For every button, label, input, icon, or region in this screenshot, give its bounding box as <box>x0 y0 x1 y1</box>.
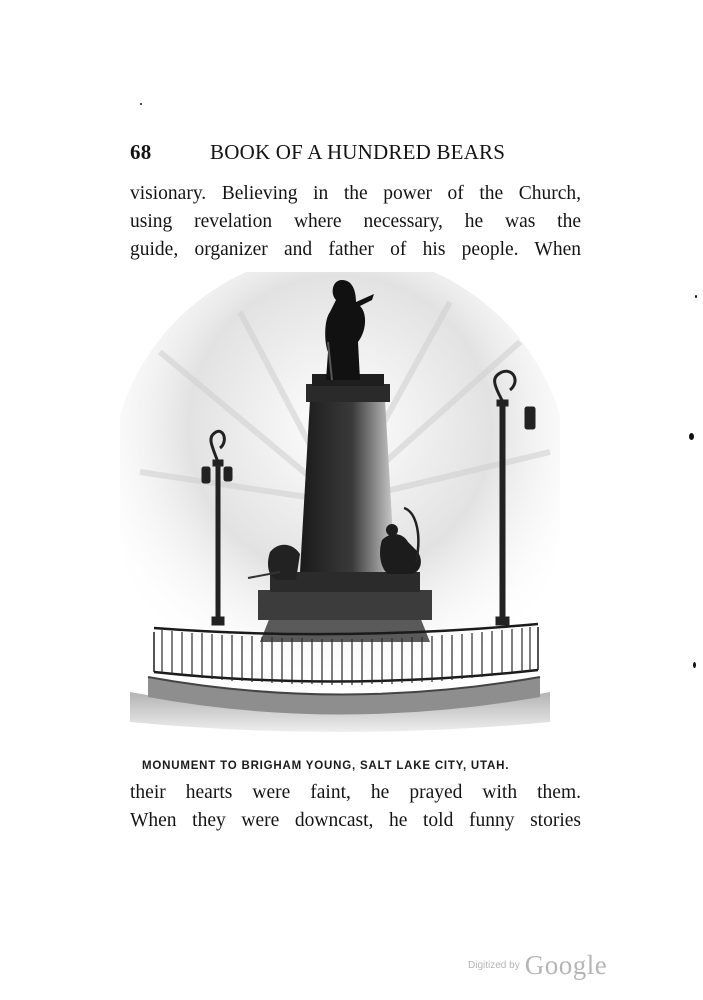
running-title: BOOK OF A HUNDRED BEARS <box>210 140 506 164</box>
digitized-by-google-watermark <box>468 950 607 984</box>
body-text-top <box>130 180 581 264</box>
scan-speck <box>695 295 697 298</box>
page-number: 68 <box>130 140 152 164</box>
text-line: their hearts were faint, he prayed with them. <box>130 782 581 803</box>
text-line: visionary. Believing in the power of the Church, <box>130 183 581 204</box>
watermark-prefix: Digitized by <box>468 960 520 971</box>
running-head <box>130 140 580 164</box>
scan-speck <box>689 433 694 440</box>
text-line: using revelation where necessary, he was the <box>130 211 581 232</box>
figure-caption: MONUMENT TO BRIGHAM YOUNG, SALT LAKE CITY, UTAH. <box>142 760 510 772</box>
scan-speck <box>140 103 142 105</box>
google-logo: Google <box>524 950 608 980</box>
monument-illustration <box>120 272 560 742</box>
body-text-bottom <box>130 779 581 835</box>
text-line: When they were downcast, he told funny stories <box>130 810 581 831</box>
text-line: guide, organizer and father of his people. When <box>130 239 581 260</box>
scan-speck <box>693 662 696 668</box>
monument-photo <box>120 272 560 742</box>
